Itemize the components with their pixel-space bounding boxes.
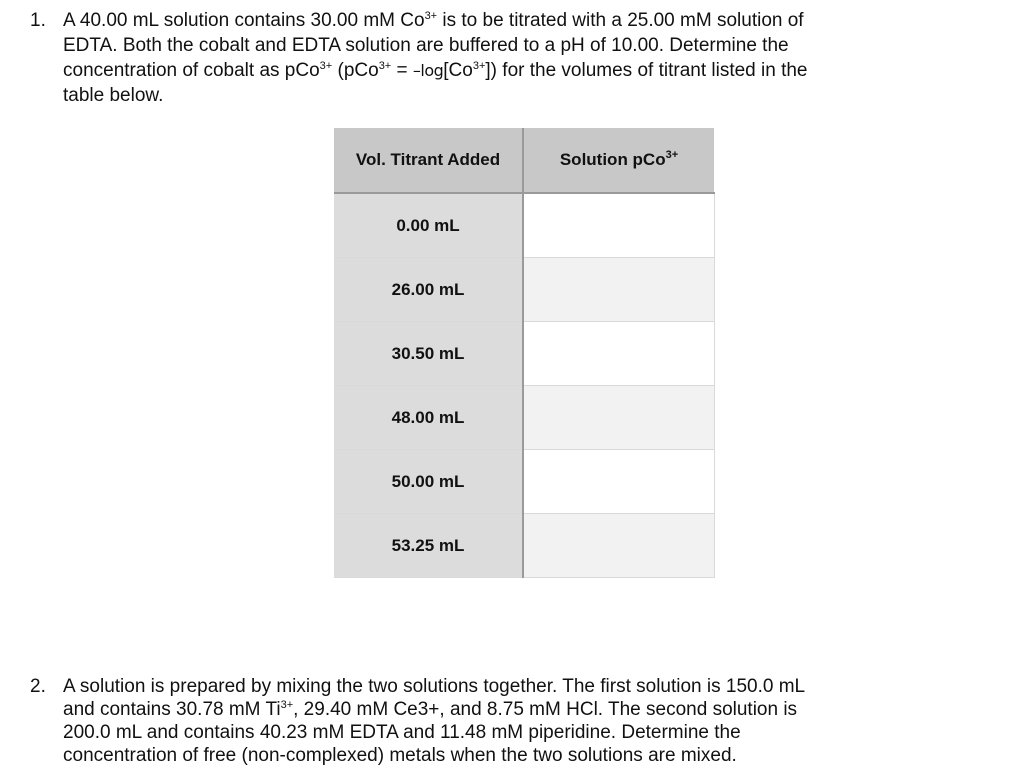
superscript: 3+ xyxy=(319,60,333,72)
problem-2-text xyxy=(63,675,960,767)
problem-2-line-4: concentration of free (non-complexed) metals when the two solutions are mixed. xyxy=(63,745,737,766)
table-row xyxy=(334,386,714,450)
superscript: 3+ xyxy=(280,699,294,711)
table-row xyxy=(334,258,714,322)
result-cell[interactable] xyxy=(523,386,714,450)
text-fragment: ]) for the volumes of titrant listed in the xyxy=(485,60,808,81)
problem-1-line-1 xyxy=(63,8,960,33)
result-cell[interactable] xyxy=(523,322,714,386)
header-result-label: Solution pCo xyxy=(559,150,666,169)
volume-cell: 0.00 mL xyxy=(334,193,523,258)
text-fragment: A 40.00 mL solution contains 30.00 mM Co xyxy=(63,10,425,31)
header-volume: Vol. Titrant Added xyxy=(334,128,523,193)
titration-table xyxy=(334,128,715,578)
result-cell[interactable] xyxy=(523,258,714,322)
table-row xyxy=(334,514,714,578)
header-result xyxy=(523,128,714,193)
text-fragment: (pCo xyxy=(332,60,379,81)
log-text: –log xyxy=(412,61,444,80)
problem-1-line-4: table below. xyxy=(63,85,164,106)
problem-2 xyxy=(30,675,960,767)
result-cell[interactable] xyxy=(523,193,714,258)
text-fragment: concentration of cobalt as pCo xyxy=(63,60,320,81)
problem-1-line-2: EDTA. Both the cobalt and EDTA solution are buffered to a pH of 10.00. Determine the xyxy=(63,35,789,56)
problem-2-line-2 xyxy=(63,698,960,721)
result-cell[interactable] xyxy=(523,450,714,514)
text-fragment: , 29.40 mM Ce3+, and 8.75 mM HCl. The second solution is xyxy=(293,699,798,720)
text-fragment: = xyxy=(391,60,413,81)
table-header-row xyxy=(334,128,714,193)
problem-2-number: 2. xyxy=(30,676,46,697)
text-fragment: is to be titrated with a 25.00 mM solution of xyxy=(437,10,804,31)
problem-1 xyxy=(30,8,960,108)
superscript: 3+ xyxy=(378,60,392,72)
table-row xyxy=(334,322,714,386)
text-fragment: and contains 30.78 mM Ti xyxy=(63,699,281,720)
superscript: 3+ xyxy=(424,10,438,22)
problem-2-line-3: 200.0 mL and contains 40.23 mM EDTA and 11.48 mM piperidine. Determine the xyxy=(63,722,741,743)
volume-cell: 53.25 mL xyxy=(334,514,523,578)
volume-cell: 48.00 mL xyxy=(334,386,523,450)
text-fragment: [Co xyxy=(443,60,473,81)
superscript: 3+ xyxy=(665,149,679,161)
volume-cell: 30.50 mL xyxy=(334,322,523,386)
table-row xyxy=(334,193,714,258)
problem-1-text xyxy=(63,8,960,108)
volume-cell: 26.00 mL xyxy=(334,258,523,322)
volume-cell: 50.00 mL xyxy=(334,450,523,514)
superscript: 3+ xyxy=(472,60,486,72)
table-row xyxy=(334,450,714,514)
problem-1-line-3 xyxy=(63,58,960,83)
problem-1-number: 1. xyxy=(30,10,46,31)
problem-2-line-1: A solution is prepared by mixing the two solutions together. The first solution is 150.0 mL xyxy=(63,676,806,697)
result-cell[interactable] xyxy=(523,514,714,578)
